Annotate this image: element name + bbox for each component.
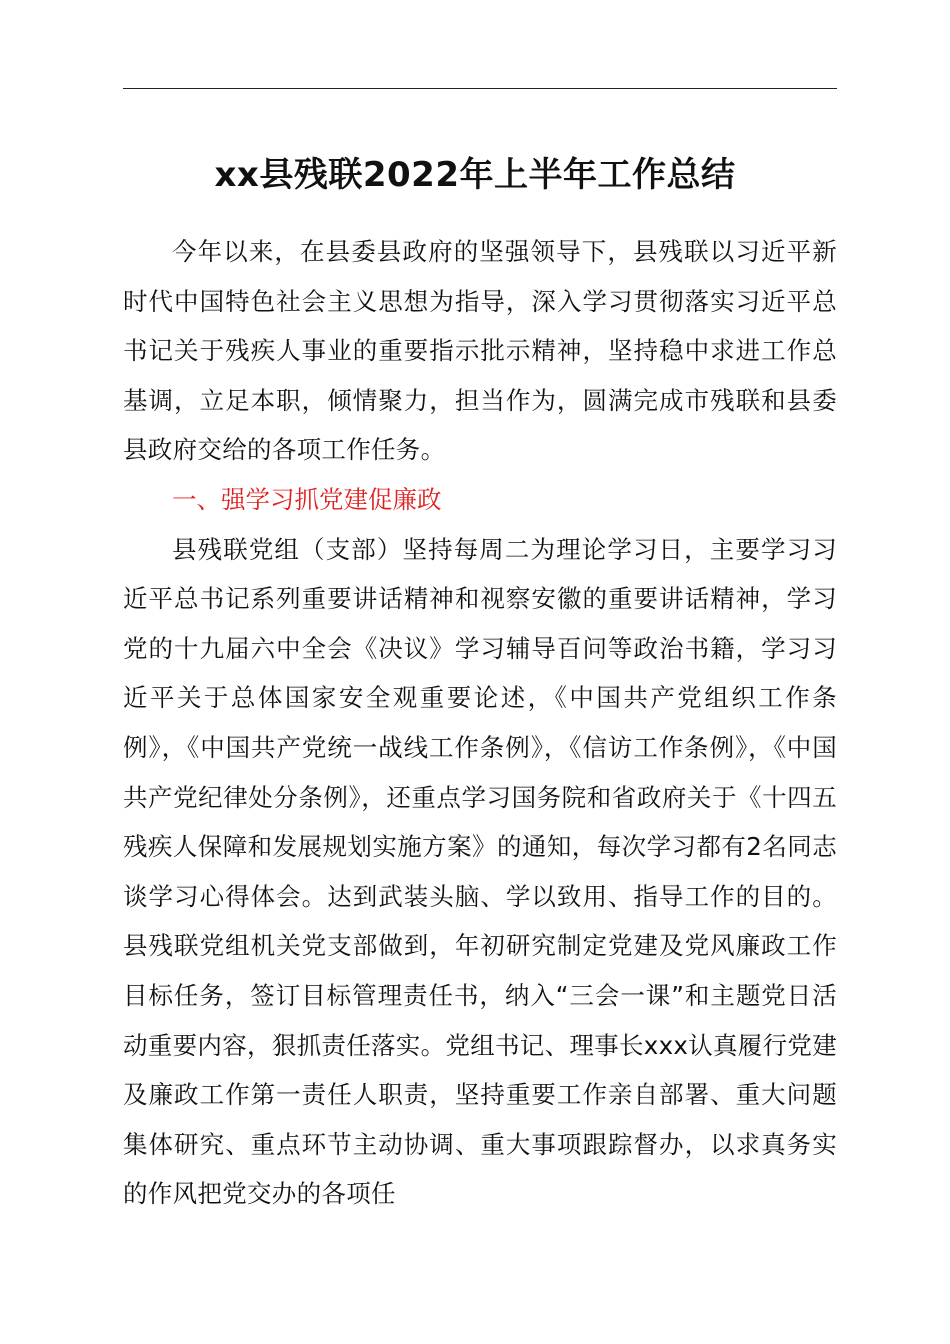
header-rule <box>123 88 837 89</box>
document-body <box>123 227 837 1219</box>
intro-paragraph: 今年以来，在县委县政府的坚强领导下，县残联以习近平新时代中国特色社会主义思想为指导，深入学习贯彻落实习近平总书记关于残疾人事业的重要指示批示精神，坚持稳中求进工作总基调，立足本职，倾情聚力，担当作为，圆满完成市残联和县委县政府交给的各项工作任务。 <box>123 237 837 465</box>
section-1-paragraph: 县残联党组（支部）坚持每周二为理论学习日，主要学习习近平总书记系列重要讲话精神和视察安徽的重要讲话精神，学习党的十九届六中全会《决议》学习辅导百问等政治书籍，学习习近平关于总体国家安全观重要论述，《中国共产党组织工作条例》，《中国共产党统一战线工作条例》，《信访工作条例》，《中国共产党纪律处分条例》，还重点学习国务院和省政府关于《十四五残疾人保障和发展规划实施方案》的通知，每次学习都有2名同志谈学习心得体会。达到武装头脑、学以致用、指导工作的目的。县残联党组机关党支部做到，年初研究制定党建及党风廉政工作目标任务，签订目标管理责任书，纳入“三会一课”和主题党日活动重要内容，狠抓责任落实。党组书记、理事长xxx认真履行党建及廉政工作第一责任人职责，坚持重要工作亲自部署、重大问题集体研究、重点环节主动协调、重大事项跟踪督办，以求真务实的作风把党交办的各项任 <box>123 534 837 1209</box>
document-title: xx县残联2022年上半年工作总结 <box>214 155 736 195</box>
section-1-heading: 一、强学习抓党建促廉政 <box>172 484 442 514</box>
